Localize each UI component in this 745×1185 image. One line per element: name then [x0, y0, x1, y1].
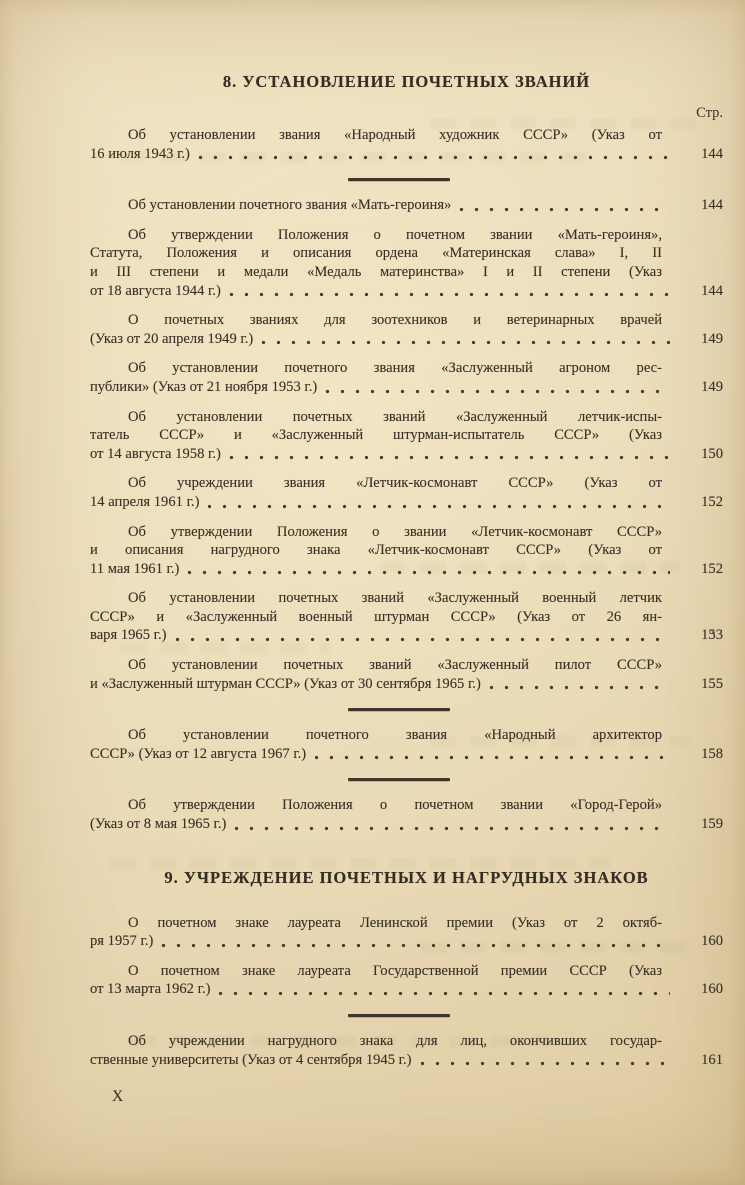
toc-entry-line: Об утверждении Положения о почетном звании «Мать-героиня»,: [128, 226, 662, 243]
toc-entry-line: ря 1957 г.): [90, 933, 154, 950]
toc-entry-tail-line: [90, 493, 723, 512]
toc-entry: [90, 796, 723, 833]
toc-entry-tail-line: [90, 560, 723, 579]
toc-entry-line: Об установлении почетных званий «Заслуженный пилот СССР»: [128, 657, 662, 674]
toc-entry-line: О почетных званиях для зоотехников и ветеринарных врачей: [128, 312, 662, 329]
toc-entry-line: Об установлении почетного звания «Народный архитектор: [128, 727, 662, 744]
toc-entry-page-number: 152: [701, 560, 723, 577]
dot-leader: [218, 984, 670, 999]
toc-entry-tail-line: [90, 282, 723, 301]
toc-entry: [90, 523, 723, 579]
toc-entry-page-number: 144: [701, 197, 723, 214]
page-column-header: Стр.: [696, 105, 723, 121]
toc-entry-line: Об установлении почетных званий «Заслуженный летчик-испы-: [128, 408, 662, 425]
toc-entry: [90, 589, 723, 645]
toc-entry-tail-line: [90, 445, 723, 464]
toc-entry-line: и «Заслуженный штурман СССР» (Указ от 30 сентября 1965 г.): [90, 675, 481, 692]
toc-entry-line: Об утверждении Положения о звании «Летчик-космонавт СССР»: [128, 523, 662, 540]
dot-leader: [229, 285, 670, 300]
dot-leader: [161, 936, 670, 951]
dot-leader: [489, 678, 670, 693]
dot-leader: [187, 563, 670, 578]
toc-entry-line: и описания нагрудного знака «Летчик-космонавт СССР» (Указ от: [90, 542, 662, 559]
section-divider-rule: [348, 178, 450, 181]
toc-entry-line: (Указ от 20 апреля 1949 г.): [90, 330, 254, 347]
toc-entry-page-number: 152: [701, 493, 723, 510]
toc-entry-tail-line: [90, 626, 723, 645]
toc-entry: [90, 474, 723, 511]
toc-entry-tail-line: [90, 745, 723, 764]
section-title: 9. УЧРЕЖДЕНИЕ ПОЧЕТНЫХ И НАГРУДНЫХ ЗНАКОВ: [164, 867, 649, 887]
toc-entry-line: Об установлении почетных званий «Заслуженный военный летчик: [128, 590, 662, 607]
toc-entry: [90, 914, 723, 951]
folio-page-marker: X: [112, 1088, 124, 1105]
toc-entry-line: СССР» (Указ от 12 августа 1967 г.): [90, 745, 307, 762]
toc-entry-tail-line: [90, 330, 723, 349]
toc-entry-line: 11 мая 1961 г.): [90, 560, 180, 577]
toc-entry-page-number: 149: [701, 330, 723, 347]
toc-entry: [90, 226, 723, 300]
toc-entry: [90, 726, 723, 763]
toc-entry: [90, 408, 723, 464]
toc-entry-tail-line: [90, 145, 723, 164]
toc-entry-page-number: 150: [701, 445, 723, 462]
toc-entry-page-number: 144: [701, 282, 723, 299]
toc-entry-line: татель СССР» и «Заслуженный штурман-испытатель СССР» (Указ: [90, 427, 662, 444]
toc-entry-tail-line: [90, 815, 723, 834]
toc-entry-line: 16 июля 1943 г.): [90, 145, 190, 162]
dot-leader: [420, 1054, 670, 1069]
toc-entry-line: Об установлении почетного звания «Заслуженный агроном рес-: [128, 360, 662, 377]
dot-leader: [234, 819, 670, 834]
toc-entry-line: от 18 августа 1944 г.): [90, 282, 221, 299]
toc-entry-line: от 14 августа 1958 г.): [90, 445, 221, 462]
toc-entry: [90, 196, 723, 215]
toc-entry-line: ственные университеты (Указ от 4 сентября 1945 г.): [90, 1051, 412, 1068]
dot-leader: [459, 200, 670, 215]
toc-entry-tail-line: [90, 675, 723, 694]
toc-entry-line: варя 1965 г.): [90, 627, 167, 644]
section-divider-rule: [348, 708, 450, 711]
toc-entry-line: О почетном знаке лауреата Государственной премии СССР (Указ: [128, 962, 662, 979]
toc-entry-tail-line: [90, 378, 723, 397]
toc-entry-page-number: 161: [701, 1051, 723, 1068]
dot-leader: [175, 630, 670, 645]
dot-leader: [198, 148, 670, 163]
toc-entry-line: Статута, Положения и описания ордена «Материнская слава» I, II: [90, 245, 662, 262]
dot-leader: [207, 497, 670, 512]
toc-entry-page-number: 160: [701, 981, 723, 998]
dot-leader: [229, 448, 670, 463]
section-divider-rule: [348, 1014, 450, 1017]
toc-entry-tail-line: [90, 1051, 723, 1070]
toc-entry-line: Об учреждении нагрудного знака для лиц, окончивших государ-: [128, 1033, 662, 1049]
toc-entry-page-number: 158: [701, 745, 723, 762]
toc-entry-line: публики» (Указ от 21 ноября 1953 г.): [90, 378, 318, 395]
toc-entry: [90, 656, 723, 693]
toc-entry-line: Об утверждении Положения о почетном звании «Город-Герой»: [128, 797, 662, 814]
toc-entry-page-number: 159: [701, 816, 723, 833]
toc-entry-line: 14 апреля 1961 г.): [90, 493, 200, 510]
toc-entry: [90, 359, 723, 396]
toc-entry: [90, 1032, 723, 1069]
toc-entry-line: Об установлении почетного звания «Мать-героиня»: [128, 197, 452, 214]
toc-entry-tail-line: [90, 980, 723, 999]
dot-leader: [314, 748, 670, 763]
toc-entry: [90, 962, 723, 999]
toc-entry-page-number: 160: [701, 933, 723, 950]
toc-entry: [90, 311, 723, 348]
dot-leader: [261, 333, 670, 348]
toc-entry-tail-line: [90, 196, 723, 215]
toc-entry-line: СССР» и «Заслуженный военный штурман СССР» (Указ от 26 ян-: [90, 608, 662, 625]
toc-entry-line: от 13 марта 1962 г.): [90, 981, 211, 998]
toc-entry-page-number: 155: [701, 675, 723, 692]
toc-entry-line: (Указ от 8 мая 1965 г.): [90, 816, 227, 833]
toc-entry-line: О почетном знаке лауреата Ленинской премии (Указ от 2 октяб-: [128, 914, 662, 931]
toc-entry-page-number: 153: [701, 627, 723, 644]
toc-entry-tail-line: [90, 932, 723, 951]
toc-entry-line: Об учреждении звания «Летчик-космонавт СССР» (Указ от: [128, 475, 662, 492]
dot-leader: [325, 382, 670, 397]
toc-entry-page-number: 144: [701, 145, 723, 162]
section-divider-rule: [348, 778, 450, 781]
toc-entry-page-number: 149: [701, 378, 723, 395]
toc-entry-line: и III степени и медали «Медаль материнства» I и II степени (Указ: [90, 263, 662, 280]
toc-entry: [90, 126, 723, 163]
toc-entry-line: Об установлении звания «Народный художник СССР» (Указ от: [128, 127, 662, 143]
section-title: 8. УСТАНОВЛЕНИЕ ПОЧЕТНЫХ ЗВАНИЙ: [222, 72, 591, 91]
